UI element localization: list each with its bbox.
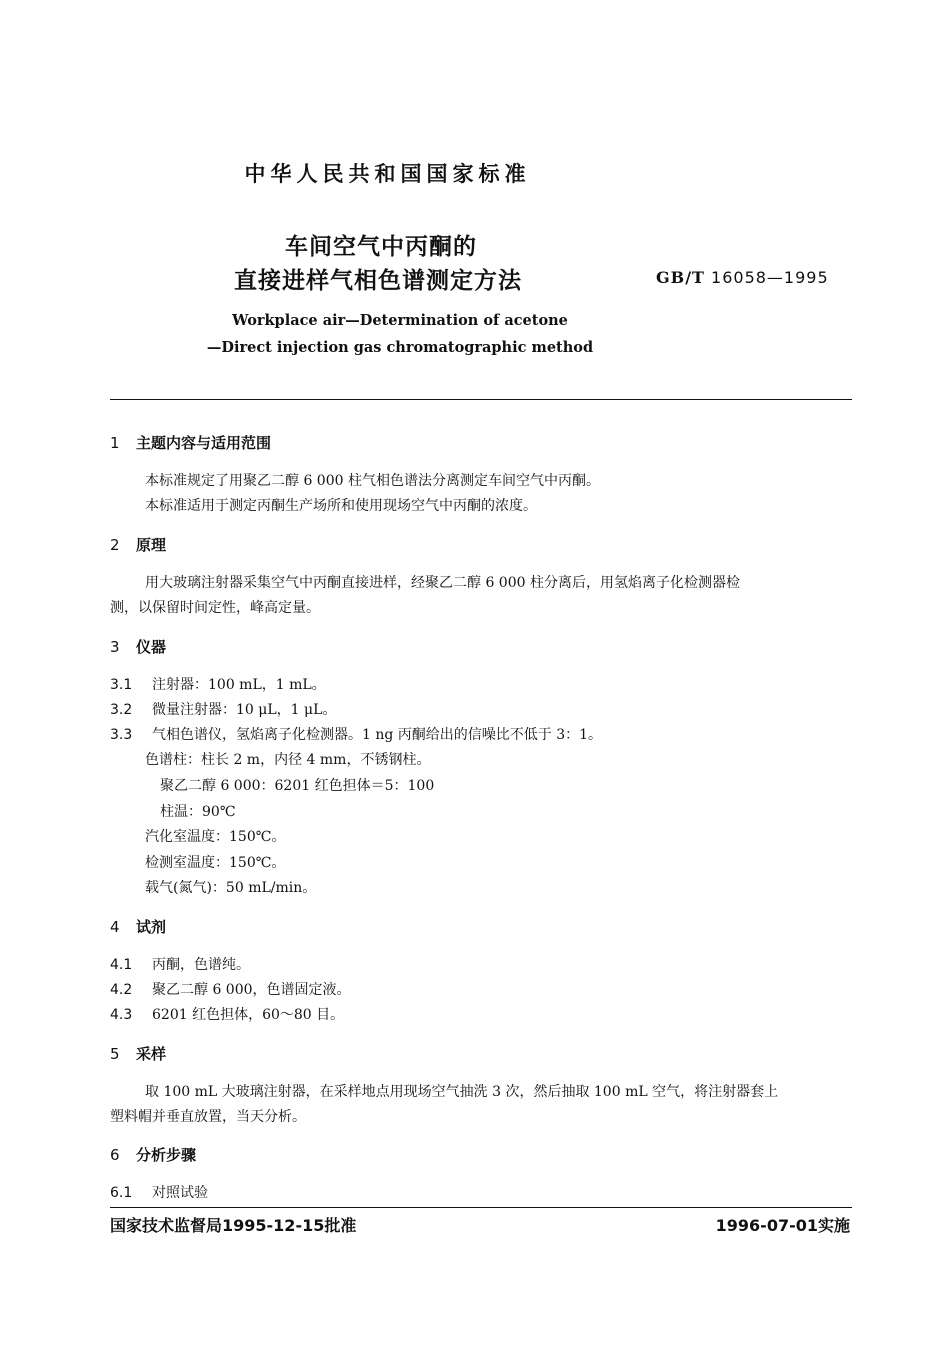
section-4-title: 试剂 [136,918,167,936]
standard-code [656,268,829,287]
section-1-title: 主题内容与适用范围 [136,434,272,452]
english-title-line1: Workplace air—Determination of acetone [232,312,568,329]
section-5-title: 采样 [136,1045,167,1063]
section-2-title: 原理 [136,536,167,554]
item-3-3-number: 3.3 [110,727,133,743]
section-5-heading [110,1043,166,1064]
item-3-3-text: 气相色谱仪，氢焰离子化检测器。1 ng 丙酮给出的信噪比不低于 3：1。 [152,727,603,743]
section-2-para-line2: 测，以保留时间定性，峰高定量。 [110,600,320,616]
section-6-title: 分析步骤 [136,1146,197,1164]
column-spec: 色谱柱：柱长 2 m，内径 4 mm，不锈钢柱。 [145,752,431,768]
section-2-number: 2 [110,536,120,554]
section-4-heading [110,916,166,937]
item-6-1-number: 6.1 [110,1185,133,1201]
detector-temperature: 检测室温度：150℃。 [145,855,286,871]
item-6-1 [110,1182,208,1202]
section-1-para-1: 本标准规定了用聚乙二醇 6 000 柱气相色谱法分离测定车间空气中丙酮。 [145,473,600,489]
english-title-line2: —Direct injection gas chromatographic method [206,339,594,356]
footer-divider [110,1207,852,1208]
vaporizer-temperature: 汽化室温度：150℃。 [145,829,286,845]
item-3-1-text: 注射器：100 mL，1 mL。 [152,677,326,693]
item-4-2-number: 4.2 [110,982,133,998]
section-5-number: 5 [110,1045,120,1063]
section-2-para-line1: 用大玻璃注射器采集空气中丙酮直接进样，经聚乙二醇 6 000 柱分离后，用氢焰离子化检测器检 [145,575,740,591]
item-4-1 [110,954,250,974]
item-6-1-text: 对照试验 [152,1185,208,1201]
item-3-2-text: 微量注射器：10 μL，1 μL。 [152,702,337,718]
item-4-1-text: 丙酮，色谱纯。 [152,957,250,973]
column-temperature: 柱温：90℃ [160,804,236,820]
item-3-1-number: 3.1 [110,677,133,693]
section-2-heading [110,534,166,555]
section-6-heading [110,1144,196,1165]
item-3-2-number: 3.2 [110,702,133,718]
document-title-line1: 车间空气中丙酮的 [285,234,477,260]
national-standard-heading: 中华人民共和国国家标准 [244,162,531,186]
item-4-3-text: 6201 红色担体，60～80 目。 [152,1007,345,1023]
section-4-number: 4 [110,918,120,936]
effective-date: 1996-07-01实施 [715,1216,850,1235]
item-3-1 [110,674,326,694]
item-3-2 [110,699,336,719]
column-packing: 聚乙二醇 6 000：6201 红色担体＝5：100 [160,778,435,794]
item-4-1-number: 4.1 [110,957,133,973]
section-3-number: 3 [110,638,120,656]
section-5-para-line1: 取 100 mL 大玻璃注射器，在采样地点用现场空气抽洗 3 次，然后抽取 100 mL 空气，将注射器套上 [145,1084,779,1100]
item-4-2 [110,979,351,999]
section-3-heading [110,636,166,657]
section-1-heading [110,432,271,453]
standard-code-prefix: GB/T [656,268,705,287]
item-4-2-text: 聚乙二醇 6 000，色谱固定液。 [152,982,351,998]
section-5-para-line2: 塑料帽并垂直放置，当天分析。 [110,1109,306,1125]
document-title-line2: 直接进样气相色谱测定方法 [234,268,522,294]
carrier-gas: 载气(氮气)：50 mL/min。 [145,880,317,896]
section-1-para-2: 本标准适用于测定丙酮生产场所和使用现场空气中丙酮的浓度。 [145,498,537,514]
section-3-title: 仪器 [136,638,167,656]
section-6-number: 6 [110,1146,120,1164]
item-4-3 [110,1004,344,1024]
header-divider [110,399,852,400]
standard-code-number: 16058—1995 [711,268,829,287]
item-3-3 [110,724,602,744]
section-1-number: 1 [110,434,120,452]
item-4-3-number: 4.3 [110,1007,133,1023]
approval-date: 国家技术监督局1995-12-15批准 [110,1216,357,1235]
